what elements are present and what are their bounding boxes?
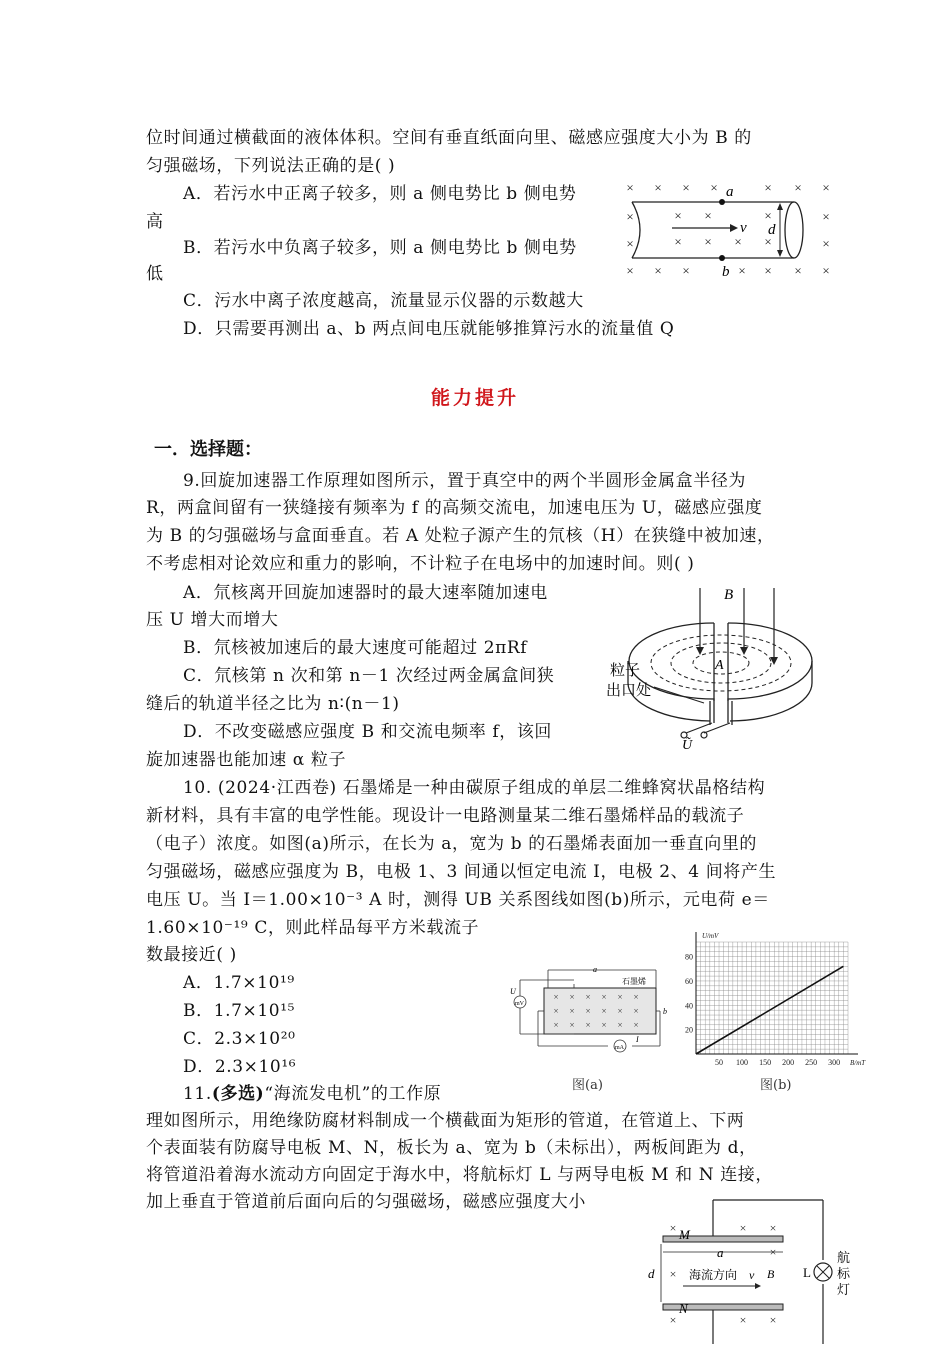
q11-text-line: 加上垂直于管道前后面向后的匀强磁场，磁感应强度大小: [146, 1192, 586, 1212]
svg-text:×: ×: [710, 180, 718, 195]
q10-text-line: 1.60×10⁻¹⁹ C，则此样品每平方米载流子: [146, 918, 480, 938]
q10-circuit-figure: [508, 962, 674, 1054]
q10-option-a: A．1.7×10¹⁹: [183, 973, 295, 993]
q8-option-c: C．污水中离子浓度越高，流量显示仪器的示数越大: [183, 291, 584, 311]
svg-text:×: ×: [764, 234, 772, 249]
q9-label-particle: 粒子: [610, 663, 641, 679]
svg-text:×: ×: [585, 1006, 591, 1016]
svg-text:×: ×: [739, 1313, 747, 1327]
svg-text:×: ×: [585, 992, 591, 1002]
chart-x-tick-label: 250: [805, 1058, 818, 1067]
q11-intro: “海流发电机”的工作原: [264, 1084, 442, 1104]
svg-text:×: ×: [553, 1006, 559, 1016]
q8-text-line: 匀强磁场，下列说法正确的是( ): [146, 156, 396, 176]
q9-label-u: Ũ: [682, 738, 693, 753]
svg-text:×: ×: [764, 263, 772, 278]
q8-point-b: [719, 255, 725, 261]
chart-x-tick-label: 50: [715, 1058, 724, 1067]
q9-label-exit: 出口处: [606, 683, 652, 699]
q9-exit-pointer: [654, 687, 704, 703]
q8-label-d: d: [768, 222, 776, 238]
q11-lamp-char: 航: [837, 1250, 851, 1265]
svg-text:×: ×: [822, 180, 830, 195]
chart-x-tick-label: 100: [736, 1058, 749, 1067]
q8-pipe: [632, 202, 803, 258]
svg-text:×: ×: [654, 263, 662, 278]
q8-text-line: 位时间通过横截面的液体体积。空间有垂直纸面向里、磁感应强度大小为 B 的: [146, 128, 752, 148]
svg-text:×: ×: [822, 209, 830, 224]
q11-lamp-char: 灯: [837, 1282, 851, 1297]
q10-label-i: I: [636, 1035, 639, 1044]
chart-y-axis-label: U/mV: [702, 932, 719, 940]
q9-option-d: D．不改变磁感应强度 B 和交流电频率 f，该回: [183, 722, 553, 742]
svg-text:×: ×: [669, 1221, 677, 1235]
q10-option-b: B．1.7×10¹⁵: [183, 1001, 296, 1021]
q11-label-n: N: [679, 1301, 688, 1316]
q8-point-a: [719, 199, 725, 205]
q10-label-a: a: [593, 965, 597, 974]
svg-text:mA: mA: [615, 1045, 624, 1051]
q10-label-b: b: [663, 1007, 667, 1016]
svg-text:×: ×: [601, 992, 607, 1002]
svg-text:×: ×: [794, 263, 802, 278]
chart-x-tick-label: 200: [782, 1058, 795, 1067]
q11-text-line: [183, 1083, 441, 1105]
q9-cyclotron-figure: [604, 583, 834, 753]
svg-text:×: ×: [569, 992, 575, 1002]
svg-text:×: ×: [764, 180, 772, 195]
svg-text:×: ×: [682, 263, 690, 278]
chart-y-tick-label: 80: [685, 952, 693, 962]
q9-text-line: 为 B 的匀强磁场与盒面垂直。若 A 处粒子源产生的氘核（H）在狭缝中被加速，: [146, 526, 775, 546]
svg-text:×: ×: [601, 1020, 607, 1030]
q9-option-a: A．氘核离开回旋加速器时的最大速率随加速电: [183, 583, 548, 603]
svg-text:×: ×: [617, 1020, 623, 1030]
svg-text:×: ×: [617, 992, 623, 1002]
q10-label-u: U: [510, 987, 516, 996]
q11-lamp-char: 标: [837, 1266, 851, 1281]
q11-label-l: L: [803, 1265, 811, 1280]
svg-text:×: ×: [601, 1006, 607, 1016]
svg-text:×: ×: [633, 992, 639, 1002]
svg-text:×: ×: [734, 234, 742, 249]
svg-text:×: ×: [585, 1020, 591, 1030]
q11-label-v: v: [749, 1268, 755, 1282]
q11-text-line: 理如图所示，用绝缘防腐材料制成一个横截面为矩形的管道，在管道上、下两: [146, 1111, 745, 1131]
q9-option-c-cont: 缝后的轨道半径之比为 n∶(n－1): [146, 694, 400, 714]
q11-label-a: a: [717, 1245, 724, 1260]
q8-label-b: b: [722, 264, 730, 280]
svg-text:×: ×: [669, 1267, 677, 1281]
q8-option-a-cont: 高: [146, 212, 164, 232]
svg-text:×: ×: [626, 263, 634, 278]
q10-option-c: C．2.3×10²⁰: [183, 1029, 296, 1049]
q8-pipe-figure: [618, 176, 838, 282]
q10-text-line: 10. (2024·江西卷) 石墨烯是一种由碳原子组成的单层二维蜂窝状晶格结构: [183, 778, 766, 798]
svg-text:×: ×: [769, 1221, 777, 1235]
chart-y-tick-label: 20: [685, 1025, 693, 1035]
svg-text:×: ×: [626, 236, 634, 251]
q10-text-line: 匀强磁场，磁感应强度为 B，电极 1、3 间通以恒定电流 I，电极 2、4 间将产生: [146, 862, 777, 882]
svg-text:×: ×: [739, 1221, 747, 1235]
q10-caption-b: 图(b): [760, 1078, 792, 1093]
q9-option-b: B．氘核被加速后的最大速度可能超过 2πRf: [183, 638, 528, 658]
q11-number: 11.: [183, 1084, 212, 1104]
q9-option-c: C．氘核第 n 次和第 n－1 次经过两金属盒间狭: [183, 666, 555, 686]
q11-text-line: 将管道沿着海水流动方向固定于海水中，将航标灯 L 与两导电板 M 和 N 连接，: [146, 1165, 773, 1185]
svg-text:×: ×: [553, 992, 559, 1002]
svg-text:×: ×: [617, 1006, 623, 1016]
svg-text:×: ×: [626, 180, 634, 195]
choice-heading: 一．选择题：: [154, 439, 262, 460]
q10-text-line: 新材料，具有丰富的电学性能。现设计一电路测量某二维石墨烯样品的载流子: [146, 806, 745, 826]
svg-text:×: ×: [682, 180, 690, 195]
q11-label-m: M: [679, 1227, 690, 1242]
q10-text-line: 电压 U。当 I＝1.00×10⁻³ A 时，测得 UB 关系图线如图(b)所示，元电荷 e＝: [146, 890, 770, 910]
svg-text:×: ×: [738, 263, 746, 278]
svg-text:×: ×: [569, 1006, 575, 1016]
svg-text:×: ×: [704, 208, 712, 223]
q10-label-graphene: 石墨烯: [622, 977, 646, 986]
chart-y-tick-label: 40: [685, 1001, 693, 1011]
svg-text:×: ×: [674, 234, 682, 249]
q9-option-d-cont: 旋加速器也能加速 α 粒子: [146, 750, 347, 770]
q11-label-bfield: B: [767, 1267, 775, 1281]
svg-text:×: ×: [769, 1245, 777, 1259]
section-title: 能力提升: [430, 387, 519, 409]
q8-option-b-cont: 低: [146, 264, 164, 284]
svg-text:×: ×: [633, 1006, 639, 1016]
q9-field-lines: [700, 588, 774, 663]
q11-generator-figure: [643, 1196, 857, 1344]
chart-x-axis-label: B/mT: [850, 1059, 866, 1067]
q11-label-flow: 海流方向: [689, 1268, 738, 1282]
q9-text-line: R，两盒间留有一狭缝接有频率为 f 的高频交流电，加速电压为 U，磁感应强度: [146, 498, 763, 518]
q9-label-a: A: [715, 658, 724, 673]
svg-text:×: ×: [654, 180, 662, 195]
svg-text:×: ×: [822, 263, 830, 278]
svg-text:×: ×: [569, 1020, 575, 1030]
q8-option-b: B．若污水中负离子较多，则 a 侧电势比 b 侧电势: [183, 238, 577, 258]
svg-text:×: ×: [626, 209, 634, 224]
svg-text:×: ×: [794, 180, 802, 195]
q10-ub-chart: [680, 928, 876, 1072]
q9-text-line: 不考虑相对论效应和重力的影响，不计粒子在电场中的加速时间。则( ): [146, 554, 695, 574]
svg-text:×: ×: [633, 1020, 639, 1030]
svg-text:mV: mV: [515, 1001, 524, 1007]
q9-text-line: 9.回旋加速器工作原理如图所示，置于真空中的两个半圆形金属盒半径为: [183, 471, 747, 491]
svg-text:×: ×: [764, 208, 772, 223]
q11-multi-tag: (多选): [211, 1084, 265, 1104]
q10-text-line: （电子）浓度。如图(a)所示，在长为 a，宽为 b 的石墨烯表面加一垂直向里的: [146, 834, 758, 854]
q11-text-line: 个表面装有防腐导电板 M、N，板长为 a、宽为 b（未标出），两板间距为 d，: [146, 1138, 757, 1158]
q9-option-a-cont: 压 U 增大而增大: [146, 610, 279, 630]
q9-label-b: B: [724, 587, 734, 603]
chart-x-tick-label: 150: [759, 1058, 772, 1067]
q11-label-d: d: [648, 1266, 655, 1281]
q8-label-v: v: [740, 220, 747, 236]
chart-y-tick-label: 60: [685, 976, 693, 986]
q9-dee-boxes: [628, 623, 812, 725]
svg-text:×: ×: [669, 1313, 677, 1327]
q8-label-a: a: [726, 184, 734, 200]
q10-option-d: D．2.3×10¹⁶: [183, 1057, 297, 1077]
svg-text:×: ×: [769, 1313, 777, 1327]
svg-text:×: ×: [704, 234, 712, 249]
q8-option-d: D．只需要再测出 a、b 两点间电压就能够推算污水的流量值 Q: [183, 319, 675, 339]
q9-ac-leads: [681, 723, 730, 738]
q10-text-line: 数最接近( ): [146, 945, 237, 965]
q10-graphene-sample: [544, 988, 656, 1034]
q10-caption-a: 图(a): [572, 1078, 603, 1093]
svg-text:×: ×: [674, 208, 682, 223]
q8-option-a: A．若污水中正离子较多，则 a 侧电势比 b 侧电势: [183, 184, 577, 204]
svg-text:×: ×: [553, 1020, 559, 1030]
chart-x-tick-label: 300: [828, 1058, 841, 1067]
svg-text:×: ×: [822, 236, 830, 251]
